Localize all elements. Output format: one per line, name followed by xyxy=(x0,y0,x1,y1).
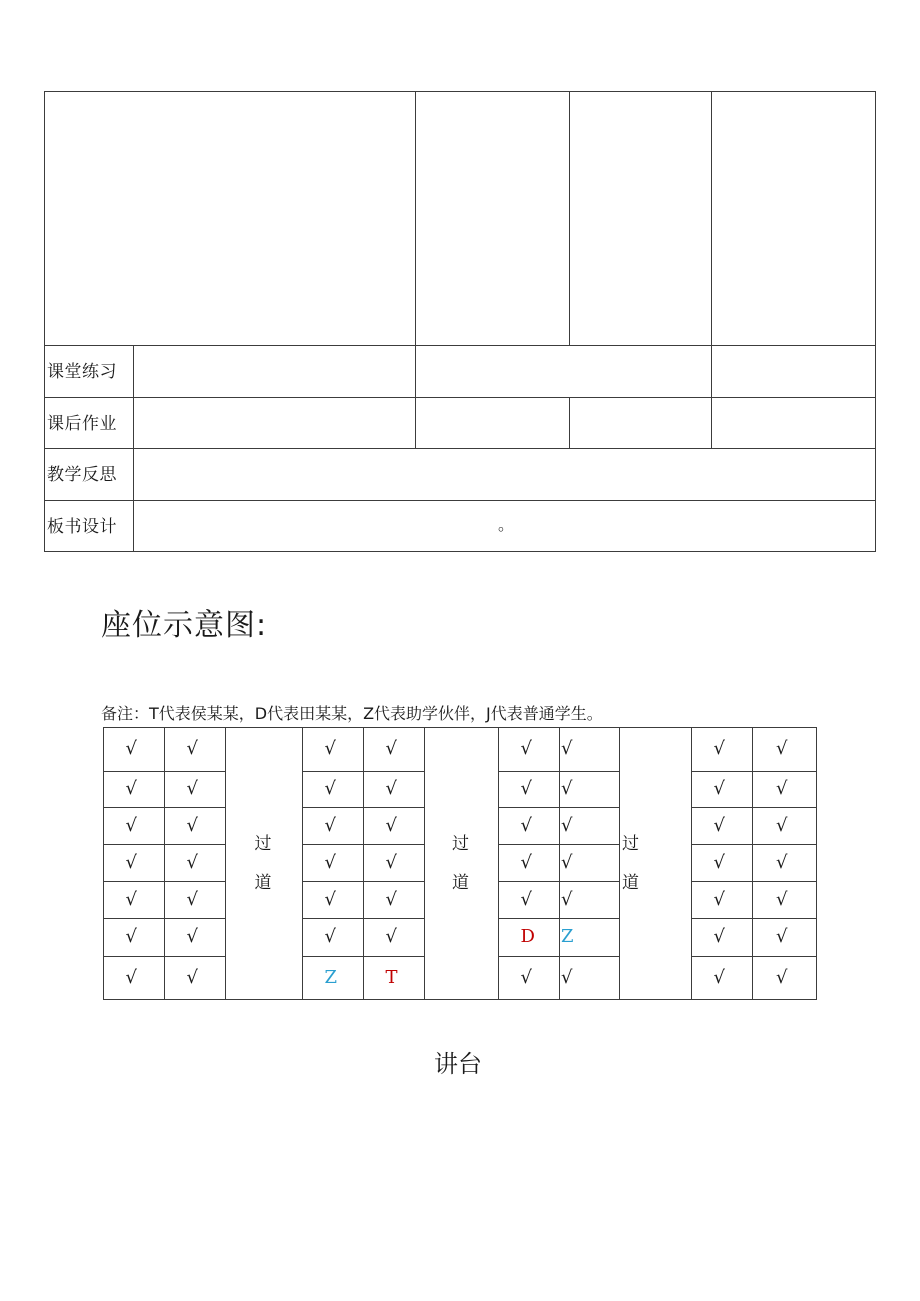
seat-g1-r3-c2: √ xyxy=(186,814,198,836)
seat-g4-r1-c1: √ xyxy=(713,738,725,759)
seat-g3-r7-c2: √ xyxy=(561,966,573,988)
aisle-3-label-char: 道 xyxy=(622,873,639,893)
seat-column-rule xyxy=(103,727,104,1000)
seat-g4-r7-c1: √ xyxy=(713,966,725,988)
table-rule xyxy=(415,91,416,449)
seat-column-rule xyxy=(424,727,425,1000)
aisle-1-label-char: 过 xyxy=(254,834,272,854)
podium-label: 讲台 xyxy=(434,1050,482,1078)
aisle-2-label-char: 过 xyxy=(452,834,469,854)
aisle-1-label-char: 道 xyxy=(254,873,272,893)
seat-g4-r6-c2: √ xyxy=(776,926,788,947)
seat-g2-r6-c2: √ xyxy=(385,926,397,947)
seat-g4-r1-c2: √ xyxy=(776,738,788,759)
seat-g4-r2-c2: √ xyxy=(776,778,788,799)
table-rule xyxy=(569,91,570,346)
seat-g3-r7-c1: √ xyxy=(520,966,532,988)
seat-g1-r7-c1: √ xyxy=(125,966,137,988)
seat-g4-r5-c1: √ xyxy=(713,888,725,910)
seat-g4-r3-c2: √ xyxy=(776,814,788,836)
seat-g1-r2-c1: √ xyxy=(125,778,137,799)
row-label-classroom-practice: 课堂练习 xyxy=(47,362,117,382)
table-rule xyxy=(133,345,134,552)
aisle-2-label-char: 道 xyxy=(452,873,469,893)
seat-column-rule xyxy=(225,727,226,1000)
seat-column-rule xyxy=(559,727,560,1000)
seat-g3-r4-c1: √ xyxy=(520,851,532,873)
seat-g2-r5-c2: √ xyxy=(385,888,397,910)
seat-g4-r4-c1: √ xyxy=(713,851,725,873)
seat-g2-r2-c1: √ xyxy=(324,778,336,799)
seat-column-rule xyxy=(302,727,303,1000)
seat-g1-r1-c2: √ xyxy=(186,738,198,759)
seat-g3-r3-c2: √ xyxy=(561,814,573,836)
seating-border-bottom xyxy=(103,999,817,1000)
table-rule xyxy=(569,397,570,449)
seat-row-rule xyxy=(691,918,817,919)
table-rule xyxy=(711,91,712,449)
seat-g3-r5-c2: √ xyxy=(561,888,573,910)
seat-g1-r2-c2: √ xyxy=(186,778,198,799)
seat-g1-r5-c1: √ xyxy=(125,888,137,910)
table-rule xyxy=(44,397,876,398)
seat-g2-r2-c2: √ xyxy=(385,778,397,799)
seat-g1-r4-c2: √ xyxy=(186,851,198,873)
seat-g4-r2-c1: √ xyxy=(713,778,725,799)
seat-g4-r3-c1: √ xyxy=(713,814,725,836)
seat-g2-r4-c1: √ xyxy=(324,851,336,873)
seat-g2-r6-c1: √ xyxy=(324,926,336,947)
seat-g1-r6-c1: √ xyxy=(125,926,137,947)
seat-g4-r6-c1: √ xyxy=(713,926,725,947)
seat-g3-r6-c2: Z xyxy=(561,926,574,947)
seat-column-rule xyxy=(363,727,364,1000)
seat-g3-r3-c1: √ xyxy=(520,814,532,836)
table-border-top xyxy=(44,91,876,92)
table-border-bottom xyxy=(44,551,876,552)
seat-g3-r4-c2: √ xyxy=(561,851,573,873)
seat-g2-r1-c2: √ xyxy=(385,738,397,759)
seat-g1-r3-c1: √ xyxy=(125,814,137,836)
aisle-3-label-char: 过 xyxy=(622,834,639,854)
seat-g2-r1-c1: √ xyxy=(324,738,336,759)
seat-g3-r1-c2: √ xyxy=(561,738,573,759)
table-border-left xyxy=(44,91,45,552)
board-design-content: 。 xyxy=(498,515,515,534)
seat-column-rule xyxy=(816,727,817,1000)
seat-g1-r6-c2: √ xyxy=(186,926,198,947)
seat-column-rule xyxy=(752,727,753,1000)
seat-g2-r7-c1: Z xyxy=(324,966,338,988)
seat-g3-r1-c1: √ xyxy=(520,738,532,759)
row-label-board-design: 板书设计 xyxy=(47,517,117,537)
seat-row-rule xyxy=(691,807,817,808)
row-label-homework: 课后作业 xyxy=(47,414,117,434)
seat-column-rule xyxy=(164,727,165,1000)
seat-g3-r5-c1: √ xyxy=(520,888,532,910)
seat-column-rule xyxy=(619,727,620,1000)
table-rule xyxy=(44,448,876,449)
seat-g2-r4-c2: √ xyxy=(385,851,397,873)
seat-column-rule xyxy=(498,727,499,1000)
seat-g1-r7-c2: √ xyxy=(186,966,198,988)
seat-g3-r6-c1: D xyxy=(520,926,535,947)
seat-column-rule xyxy=(691,727,692,1000)
seat-g3-r2-c1: √ xyxy=(520,778,532,799)
seat-row-rule xyxy=(691,956,817,957)
row-label-teaching-reflection: 教学反思 xyxy=(47,465,117,485)
table-rule xyxy=(44,500,876,501)
seat-g2-r5-c1: √ xyxy=(324,888,336,910)
seat-g1-r5-c2: √ xyxy=(186,888,198,910)
table-border-right xyxy=(875,91,876,552)
seat-g4-r5-c2: √ xyxy=(776,888,788,910)
seat-g2-r7-c2: T xyxy=(385,966,398,988)
seat-g4-r4-c2: √ xyxy=(776,851,788,873)
seat-row-rule xyxy=(691,771,817,772)
seat-row-rule xyxy=(691,881,817,882)
seating-legend-note: 备注：T代表侯某某，D代表田某某，Z代表助学伙伴，J代表普通学生。 xyxy=(101,704,603,723)
seat-g2-r3-c2: √ xyxy=(385,814,397,836)
seat-g4-r7-c2: √ xyxy=(776,966,788,988)
table-rule xyxy=(44,345,876,346)
seat-row-rule xyxy=(691,844,817,845)
seat-g1-r4-c1: √ xyxy=(125,851,137,873)
seat-g1-r1-c1: √ xyxy=(125,738,137,759)
seating-border-top xyxy=(103,727,817,728)
seat-g2-r3-c1: √ xyxy=(324,814,336,836)
seating-chart-title: 座位示意图: xyxy=(101,608,268,643)
seat-g3-r2-c2: √ xyxy=(561,778,573,799)
